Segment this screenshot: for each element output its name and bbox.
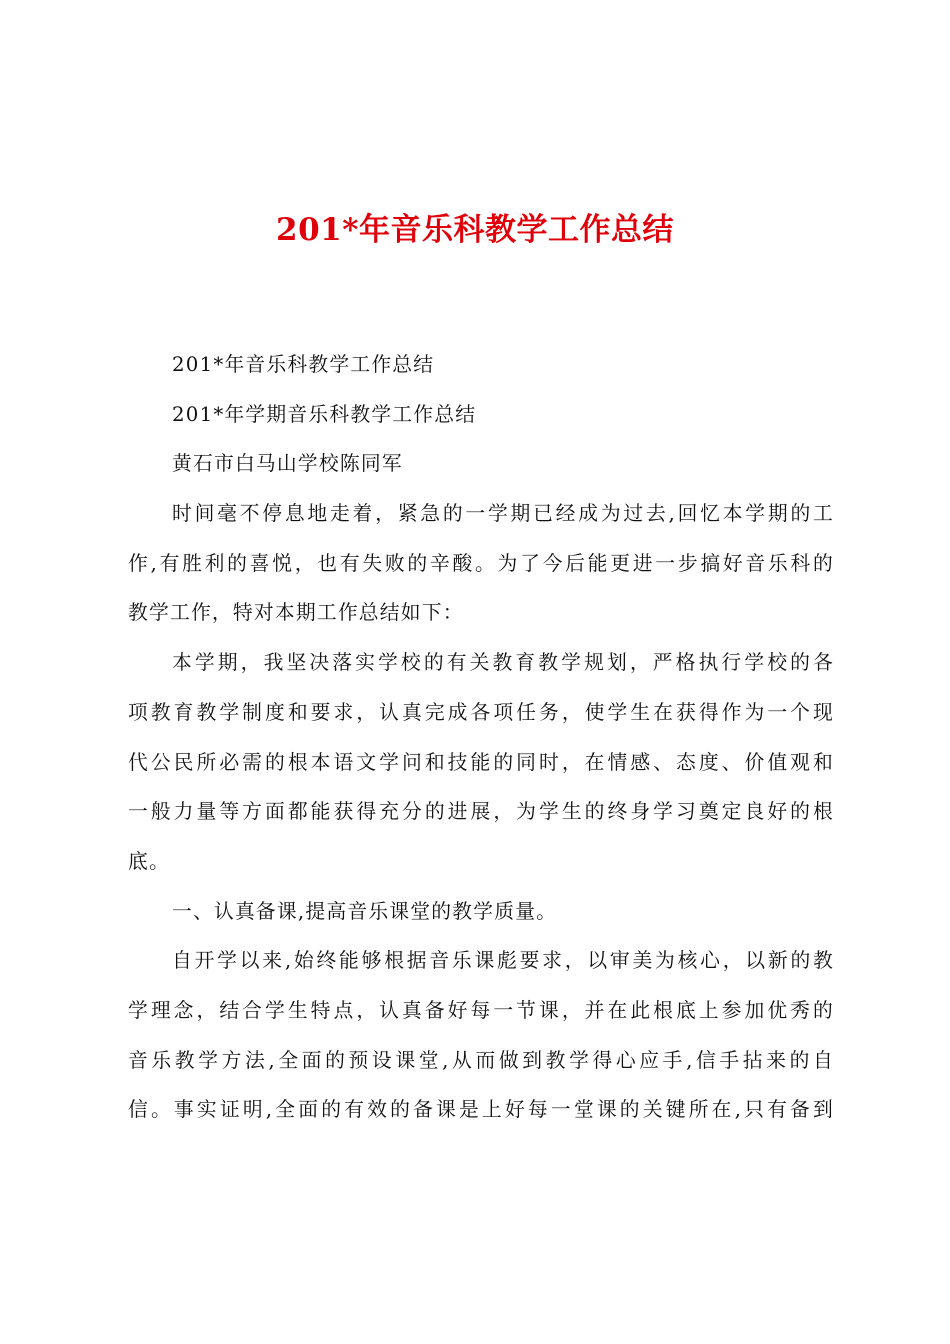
text-line: 代公民所必需的根本语文学问和技能的同时，在情感、态度、价值观和 — [128, 750, 834, 774]
text-line: 音乐教学方法,全面的预设课堂,从而做到教学得心应手,信手拈来的自 — [128, 1048, 834, 1072]
text-line: 自开学以来,始终能够根据音乐课彪要求，以审美为核心，以新的教 — [172, 949, 834, 973]
text-line: 201*年音乐科教学工作总结 — [172, 353, 435, 376]
text-line: 作,有胜利的喜悦，也有失败的辛酸。为了今后能更进一步搞好音乐科的 — [128, 551, 834, 575]
text-line: 一、认真备课,提高音乐课堂的教学质量。 — [172, 899, 558, 923]
text-line: 本学期，我坚决落实学校的有关教育教学规划，严格执行学校的各 — [172, 651, 834, 675]
text-line: 黄石市白马山学校陈同军 — [172, 452, 403, 476]
text-line: 教学工作，特对本期工作总结如下： — [128, 601, 464, 625]
text-line: 一般力量等方面都能获得充分的进展，为学生的终身学习奠定良好的根 — [128, 800, 834, 824]
text-line: 信。事实证明,全面的有效的备课是上好每一堂课的关键所在,只有备到 — [128, 1098, 834, 1122]
text-line: 底。 — [128, 849, 170, 873]
document-title: 201*年音乐科教学工作总结 — [276, 212, 674, 248]
text-line: 学理念，结合学生特点，认真备好每一节课，并在此根底上参加优秀的 — [128, 998, 834, 1022]
text-line: 201*年学期音乐科教学工作总结 — [172, 402, 477, 426]
text-line: 项教育教学制度和要求，认真完成各项任务，使学生在获得作为一个现 — [128, 700, 834, 724]
text-line: 时间毫不停息地走着，紧急的一学期已经成为过去,回忆本学期的工 — [172, 502, 834, 526]
document-body — [128, 340, 834, 1135]
